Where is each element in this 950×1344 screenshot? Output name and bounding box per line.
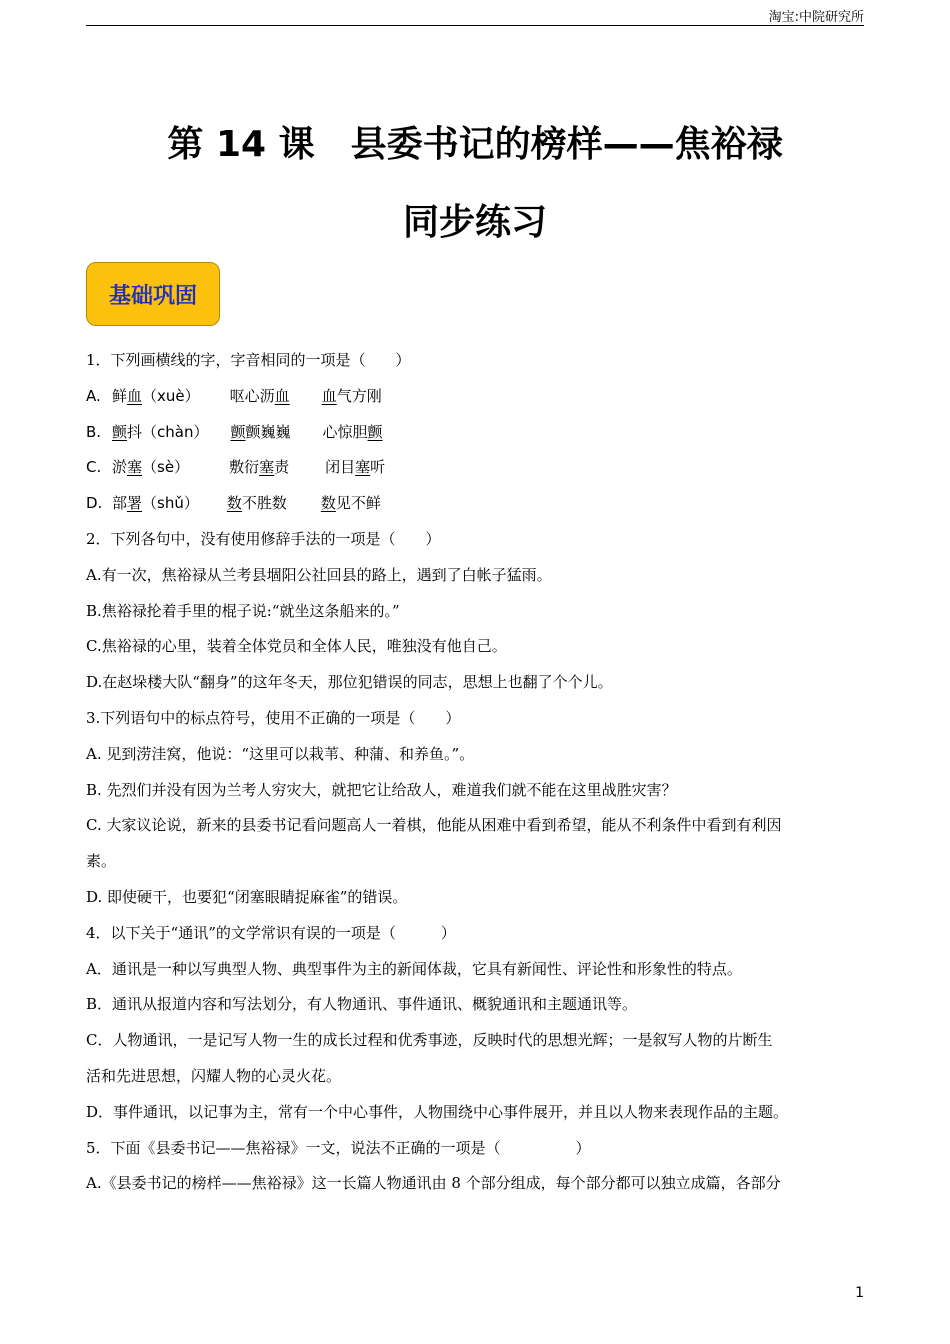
question-3-stem: 3.下列语句中的标点符号，使用不正确的一项是（ ） bbox=[86, 708, 461, 727]
question-1-stem: 1．下列画横线的字，字音相同的一项是（ ） bbox=[86, 351, 411, 369]
question-4-option-d: D．事件通讯，以记事为主，常有一个中心事件，人物围绕中心事件展开，并且以人物来表现作品的主题。 bbox=[86, 1102, 789, 1121]
lesson-subtitle: 同步练习 bbox=[402, 202, 547, 243]
header-text: 淘宝:中院研究所 bbox=[768, 10, 864, 25]
question-4-option-b: B．通讯从报道内容和写法划分，有人物通讯、事件通讯、概貌通讯和主题通讯等。 bbox=[86, 995, 638, 1014]
question-2-option-d: D.在赵垛楼大队“翻身”的这年冬天，那位犯错误的同志，思想上也翻了个个儿。 bbox=[86, 673, 613, 692]
question-2-option-c: C.焦裕禄的心里，装着全体党员和全体人民，唯独没有他自己。 bbox=[86, 637, 507, 656]
question-5-option-a: A.《县委书记的榜样——焦裕禄》这一长篇人物通讯由 8 个部分组成，每个部分都可以独立成篇，各部分 bbox=[86, 1174, 781, 1193]
question-3-option-c: C. 大家议论说，新来的县委书记看问题高人一着棋，他能从困难中看到希望，能从不利条件中看到有利因 bbox=[86, 816, 782, 835]
question-2-option-b: B.焦裕禄抡着手里的棍子说:“就坐这条船来的。” bbox=[86, 601, 400, 620]
question-2-option-a: A.有一次，焦裕禄从兰考县堌阳公社回县的路上，遇到了白帐子猛雨。 bbox=[86, 565, 552, 584]
section-badge bbox=[86, 262, 220, 326]
question-1-option-a: A. 鲜血（xuè） 呕心沥血 血气方刚 bbox=[86, 386, 382, 405]
header-rule bbox=[86, 25, 864, 26]
question-1-option-b: B. 颤抖（chàn） 颤颤巍巍 心惊胆颤 bbox=[86, 422, 383, 441]
question-4-option-c: C．人物通讯，一是记写人物一生的成长过程和优秀事迹，反映时代的思想光辉；一是叙写人物的片断生 bbox=[86, 1031, 773, 1050]
lesson-title: 第 14 课 县委书记的榜样——焦裕禄 bbox=[167, 124, 783, 165]
question-1-option-c: C. 淤塞（sè） 敷衍塞责 闭目塞听 bbox=[86, 458, 386, 477]
question-3-option-b: B. 先烈们并没有因为兰考人穷灾大，就把它让给敌人，难道我们就不能在这里战胜灾害？ bbox=[86, 780, 677, 799]
section-label: 基础巩固 bbox=[108, 283, 197, 309]
page-number: 1 bbox=[855, 1285, 864, 1301]
exercise-content bbox=[86, 343, 866, 1202]
question-2-stem: 2．下列各句中，没有使用修辞手法的一项是（ ） bbox=[86, 529, 441, 548]
question-5-stem: 5．下面《县委书记——焦裕禄》一文，说法不正确的一项是（ ） bbox=[86, 1138, 591, 1157]
question-1-option-d: D. 部署（shǔ） 数不胜数 数见不鲜 bbox=[86, 494, 381, 513]
question-4-option-c-cont: 活和先进思想，闪耀人物的心灵火花。 bbox=[86, 1066, 342, 1085]
question-4-option-a: A．通讯是一种以写典型人物、典型事件为主的新闻体裁，它具有新闻性、评论性和形象性的特点。 bbox=[86, 959, 742, 978]
question-3-option-d: D. 即使硬干，也要犯“闭塞眼睛捉麻雀”的错误。 bbox=[86, 887, 408, 906]
question-3-option-a: A. 见到涝洼窝，他说：“这里可以栽苇、种蒲、和养鱼。”。 bbox=[86, 744, 475, 763]
question-4-stem: 4．以下关于“通讯”的文学常识有误的一项是（ ） bbox=[86, 923, 456, 942]
question-3-option-c-cont: 素。 bbox=[86, 852, 117, 871]
